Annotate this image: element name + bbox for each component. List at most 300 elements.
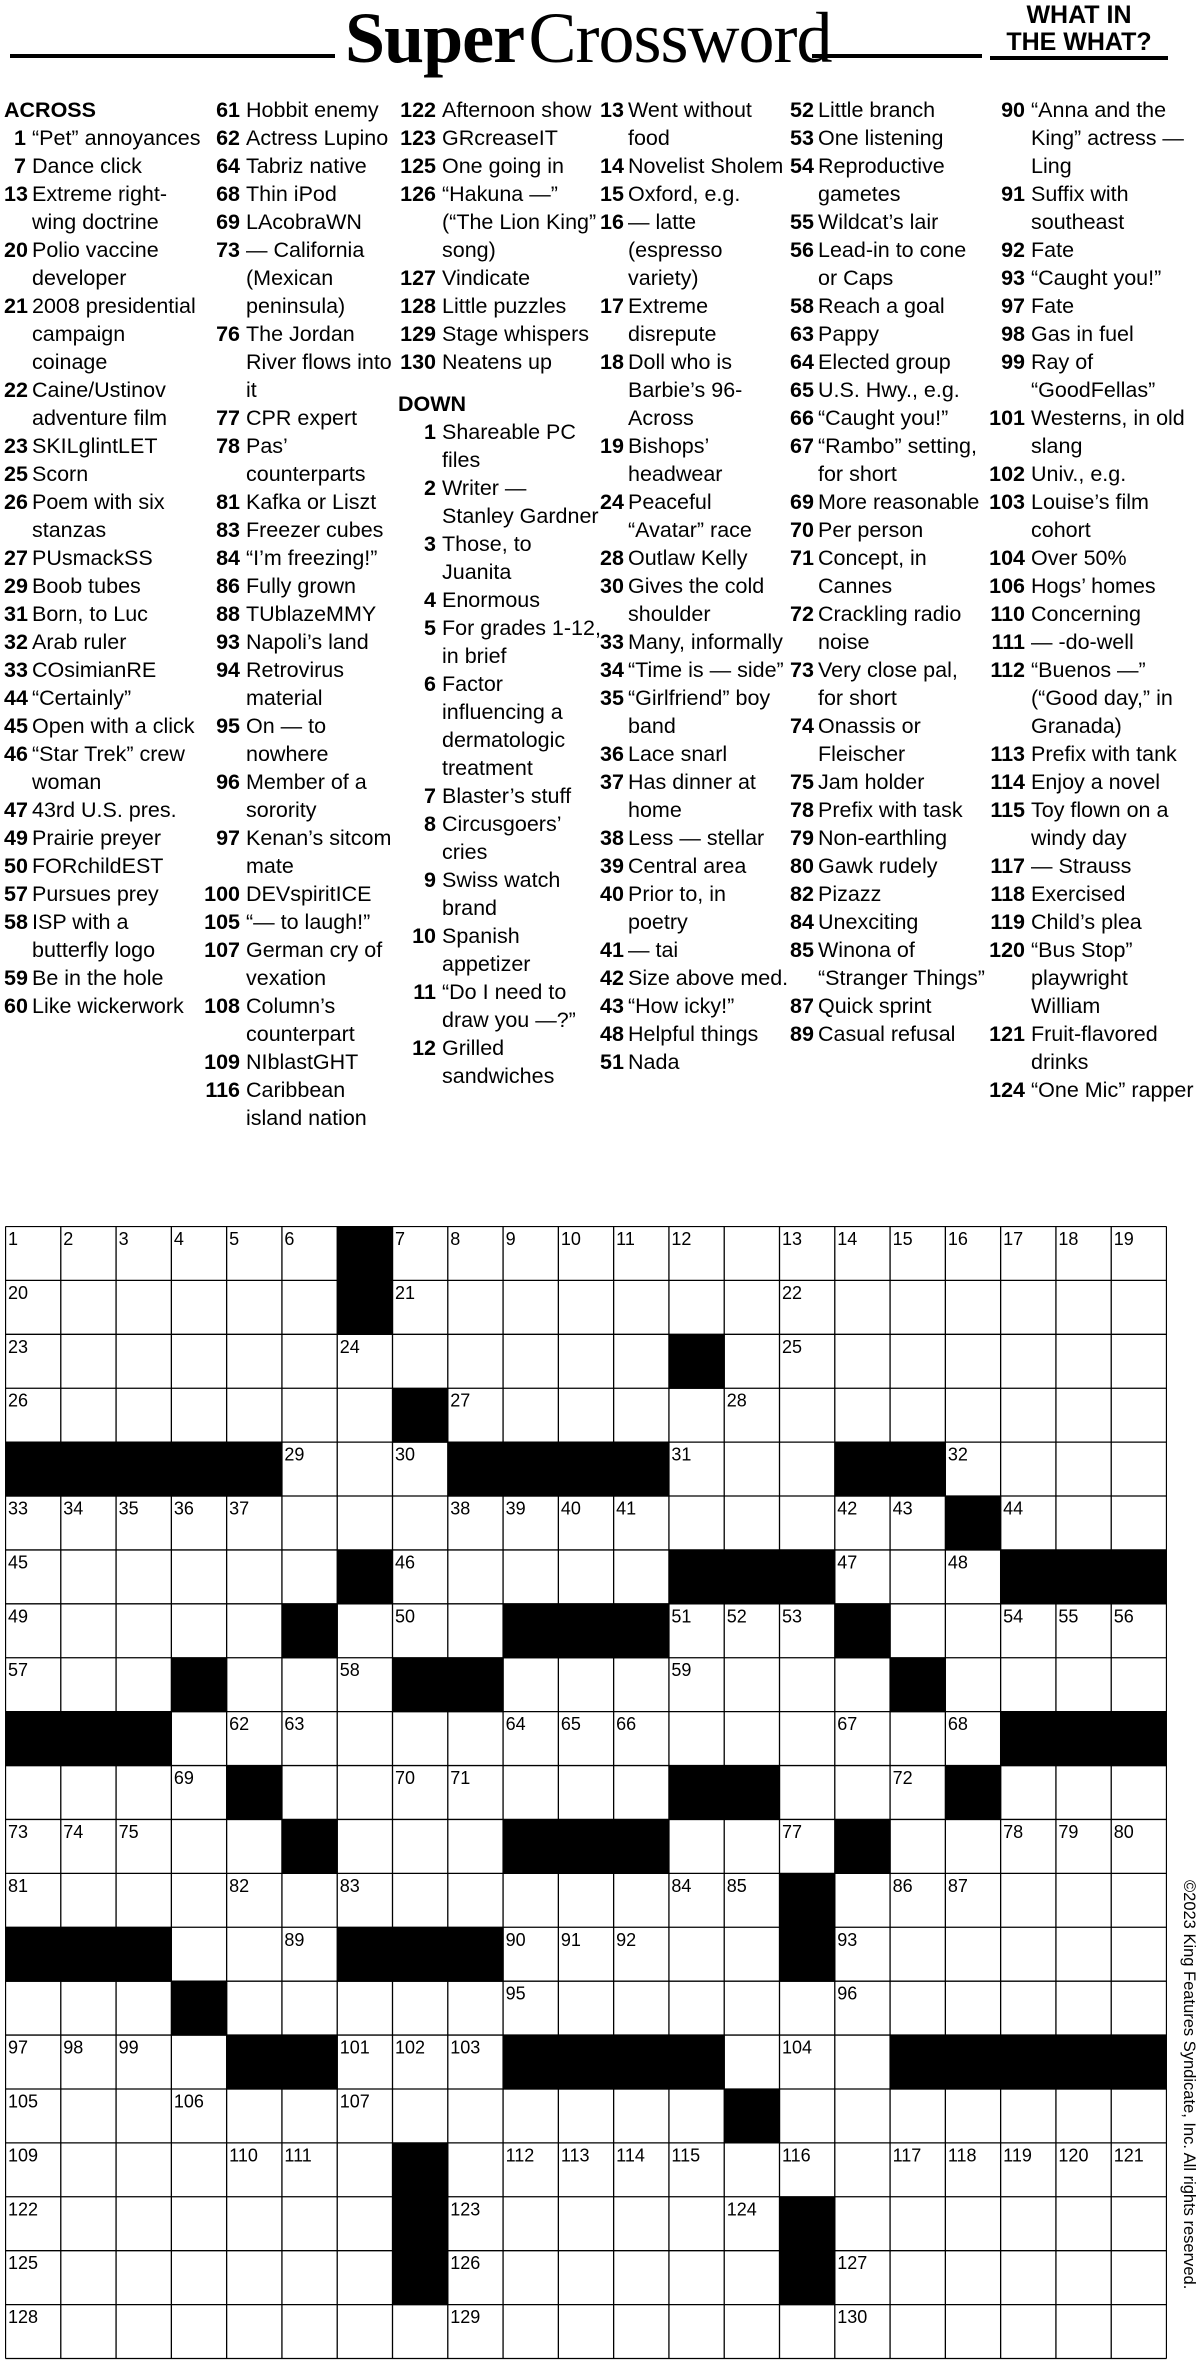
- down-clue: [790, 124, 985, 152]
- across-clue: [200, 124, 400, 152]
- across-clue: [200, 656, 400, 712]
- down-clue: [985, 320, 1200, 348]
- clue-number: 3: [424, 532, 436, 556]
- clue-text: “Do I need to draw you —?”: [442, 980, 576, 1032]
- clue-text: Little puzzles: [442, 294, 567, 318]
- crossword-grid: [5, 1226, 1167, 2360]
- down-clue: [600, 544, 790, 572]
- clue-text: — -do-well: [1031, 630, 1134, 654]
- cell-number: 6: [284, 1229, 295, 1249]
- clue-text: Shareable PC files: [442, 420, 576, 472]
- across-clue: [4, 488, 204, 544]
- black-square: [393, 1388, 449, 1443]
- clue-number: 117: [990, 854, 1025, 878]
- clue-number: 111: [991, 630, 1025, 654]
- across-clue: [4, 908, 204, 964]
- clue-text: Extreme right-wing doctrine: [32, 182, 168, 234]
- down-clue: [985, 1076, 1200, 1104]
- across-clue: [200, 544, 400, 572]
- clue-number: 100: [204, 882, 240, 906]
- cell-number: 18: [1058, 1229, 1079, 1249]
- down-clue: [790, 516, 985, 544]
- cell-number: 104: [782, 2037, 813, 2058]
- cell-number: 87: [947, 1875, 968, 1896]
- down-clue: [985, 544, 1200, 572]
- clue-text: Spanish appetizer: [442, 924, 531, 976]
- black-square: [1111, 1550, 1167, 1605]
- cell-number: 12: [671, 1229, 692, 1249]
- clue-number: 56: [790, 238, 814, 262]
- cell-number: 19: [1113, 1229, 1134, 1249]
- clue-number: 107: [204, 938, 240, 962]
- cell-number: 110: [229, 2145, 258, 2166]
- across-clue: [4, 712, 204, 740]
- down-clue: [790, 348, 985, 376]
- cell-number: 57: [8, 1660, 29, 1681]
- down-clue: [790, 768, 985, 796]
- down-clue: [790, 600, 985, 656]
- down-clue: [790, 152, 985, 208]
- clue-text: The Jordan River flows into it: [246, 322, 392, 402]
- cell-number: 21: [395, 1282, 416, 1303]
- black-square: [448, 1442, 504, 1497]
- clue-number: 99: [1001, 350, 1025, 374]
- across-clue: [4, 432, 204, 460]
- clue-number: 96: [216, 770, 240, 794]
- cell-number: 77: [782, 1821, 803, 1842]
- black-square: [669, 1766, 725, 1821]
- across-clue: [200, 1048, 400, 1076]
- theme-line-2: THE WHAT?: [1006, 28, 1152, 56]
- cell-number: 101: [339, 2037, 370, 2058]
- cell-number: 84: [671, 1875, 692, 1896]
- black-square: [780, 1927, 836, 1982]
- down-clue: [600, 1020, 790, 1048]
- black-square: [1001, 1712, 1057, 1767]
- header-rule-right: [812, 54, 982, 58]
- clue-text: Pas’ counterparts: [246, 434, 366, 486]
- clue-text: More reasonable: [818, 490, 980, 514]
- across-clue: [4, 880, 204, 908]
- down-clue: [985, 572, 1200, 600]
- across-clue: [4, 796, 204, 824]
- down-clue: [600, 96, 790, 152]
- black-square: [393, 2251, 449, 2306]
- cell-number: 106: [173, 2091, 204, 2112]
- black-square: [614, 1819, 670, 1874]
- black-square: [945, 1766, 1001, 1821]
- clue-number: 76: [216, 322, 240, 346]
- clue-text: Lead-in to cone or Caps: [818, 238, 967, 290]
- clue-number: 87: [790, 994, 814, 1018]
- clue-text: PUsmackSS: [32, 546, 153, 570]
- across-clue: [4, 572, 204, 600]
- black-square: [337, 1550, 393, 1605]
- clue-text: Arab ruler: [32, 630, 127, 654]
- black-square: [1056, 1712, 1112, 1767]
- clue-number: 113: [990, 742, 1025, 766]
- across-clue: [200, 180, 400, 208]
- black-square: [282, 1604, 338, 1659]
- clue-number: 74: [790, 714, 814, 738]
- clue-number: 43: [600, 994, 624, 1018]
- down-clue: [600, 180, 790, 208]
- cell-number: 32: [947, 1444, 968, 1465]
- black-square: [503, 1442, 559, 1497]
- clue-number: 79: [790, 826, 814, 850]
- clue-text: For grades 1-12, in brief: [442, 616, 601, 668]
- cell-number: 29: [284, 1444, 305, 1465]
- clue-number: 118: [990, 882, 1025, 906]
- down-clue: [790, 208, 985, 236]
- clue-text: Fate: [1031, 238, 1075, 262]
- down-clue: [600, 152, 790, 180]
- clue-text: COsimianRE: [32, 658, 157, 682]
- down-clue: [398, 1034, 603, 1090]
- clue-number: 119: [990, 910, 1025, 934]
- down-clue: [790, 488, 985, 516]
- clue-number: 69: [216, 210, 240, 234]
- clue-number: 65: [790, 378, 814, 402]
- cell-number: 105: [8, 2091, 39, 2112]
- across-clue: [200, 432, 400, 488]
- cell-number: 26: [8, 1390, 29, 1411]
- clue-text: One listening: [818, 126, 944, 150]
- clue-number: 4: [424, 588, 436, 612]
- clue-number: 18: [600, 350, 624, 374]
- clue-text: Factor influencing a dermatologic treatment: [442, 672, 566, 780]
- down-clue: [398, 922, 603, 978]
- cell-number: 109: [8, 2145, 39, 2166]
- down-clue: [600, 880, 790, 936]
- clue-number: 90: [1001, 98, 1025, 122]
- clue-text: Westerns, in old slang: [1031, 406, 1185, 458]
- cell-number: 95: [505, 1983, 526, 2004]
- cell-number: 55: [1058, 1606, 1079, 1627]
- across-clue: [200, 320, 400, 404]
- clue-text: “Caught you!”: [1031, 266, 1162, 290]
- clue-text: Ray of “GoodFellas”: [1031, 350, 1156, 402]
- cell-number: 88: [8, 1929, 29, 1950]
- black-square: [337, 1280, 393, 1335]
- clue-number: 49: [4, 826, 28, 850]
- down-clue: [790, 96, 985, 124]
- clue-number: 104: [989, 546, 1025, 570]
- clue-number: 112: [990, 658, 1025, 682]
- clue-number: 19: [600, 434, 624, 458]
- clue-text: Pursues prey: [32, 882, 159, 906]
- black-square: [61, 1712, 117, 1767]
- across-clue: [4, 740, 204, 796]
- cell-number: 74: [63, 1821, 84, 1842]
- clue-number: 73: [216, 238, 240, 262]
- cell-number: 50: [395, 1606, 416, 1627]
- down-clue: [600, 740, 790, 768]
- clue-number: 36: [600, 742, 624, 766]
- cell-number: 81: [8, 1875, 29, 1896]
- across-clue: [4, 376, 204, 432]
- down-clue: [985, 656, 1200, 740]
- clue-text: Member of a sorority: [246, 770, 367, 822]
- clue-number: 61: [216, 98, 240, 122]
- clue-text: Prior to, in poetry: [628, 882, 726, 934]
- cell-number: 121: [1113, 2145, 1144, 2166]
- clue-number: 114: [990, 770, 1025, 794]
- black-square: [393, 2143, 449, 2198]
- clue-column: [790, 96, 985, 1048]
- clue-number: 69: [790, 490, 814, 514]
- clue-text: Extreme disrepute: [628, 294, 717, 346]
- clue-number: 30: [600, 574, 624, 598]
- clue-text: Retrovirus material: [246, 658, 344, 710]
- cell-number: 42: [837, 1498, 858, 1519]
- cell-number: 82: [229, 1875, 250, 1896]
- clue-number: 78: [216, 434, 240, 458]
- across-clue: [398, 180, 603, 264]
- cell-number: 130: [837, 2307, 868, 2328]
- cell-number: 8: [450, 1229, 461, 1249]
- cell-number: 11: [616, 1229, 635, 1249]
- clue-column: [600, 96, 790, 1076]
- down-clue: [398, 978, 603, 1034]
- clue-text: Kenan’s sitcom mate: [246, 826, 392, 878]
- cell-number: 34: [63, 1498, 84, 1519]
- clue-text: Suffix with southeast: [1031, 182, 1129, 234]
- clue-text: “Certainly”: [32, 686, 132, 710]
- cell-number: 35: [118, 1498, 139, 1519]
- clue-text: Has dinner at home: [628, 770, 756, 822]
- cell-number: 112: [505, 2145, 535, 2166]
- down-clue: [790, 432, 985, 488]
- down-clue: [600, 684, 790, 740]
- clue-number: 51: [600, 1050, 624, 1074]
- black-square: [669, 1550, 725, 1605]
- clue-number: 81: [216, 490, 240, 514]
- cell-number: 3: [118, 1229, 129, 1249]
- clue-text: Prefix with tank: [1031, 742, 1177, 766]
- clue-text: Casual refusal: [818, 1022, 956, 1046]
- clue-text: Those, to Juanita: [442, 532, 532, 584]
- clue-number: 5: [424, 616, 436, 640]
- clue-number: 122: [400, 98, 436, 122]
- clue-number: 92: [1001, 238, 1025, 262]
- black-square: [1111, 2035, 1167, 2090]
- clue-number: 35: [600, 686, 624, 710]
- clue-text: Outlaw Kelly: [628, 546, 748, 570]
- clue-text: Born, to Luc: [32, 602, 148, 626]
- clue-number: 12: [412, 1036, 436, 1060]
- down-heading: DOWN: [398, 392, 467, 416]
- clue-text: “Bus Stop” playwright William: [1031, 938, 1133, 1018]
- down-clue: [600, 656, 790, 684]
- clue-text: ISP with a butterfly logo: [32, 910, 156, 962]
- clue-number: 84: [216, 546, 240, 570]
- clue-number: 42: [600, 966, 624, 990]
- black-square: [116, 1927, 172, 1982]
- down-clue: [600, 768, 790, 824]
- clue-text: Jam holder: [818, 770, 925, 794]
- black-square: [116, 1442, 172, 1497]
- black-square: [945, 2035, 1001, 2090]
- clue-text: Dance click: [32, 154, 142, 178]
- clue-text: Fruit-flavored drinks: [1031, 1022, 1158, 1074]
- clue-column: [985, 96, 1200, 1104]
- clue-text: — latte (espresso variety): [628, 210, 723, 290]
- down-clue: [600, 1048, 790, 1076]
- clue-number: 21: [4, 294, 28, 318]
- clue-number: 39: [600, 854, 624, 878]
- clue-text: Peaceful “Avatar” race: [628, 490, 752, 542]
- clue-number: 64: [216, 154, 240, 178]
- clue-text: “Time is — side”: [628, 658, 784, 682]
- clue-text: Louise’s film cohort: [1031, 490, 1149, 542]
- down-clue: [790, 992, 985, 1020]
- black-square: [393, 1927, 449, 1982]
- clue-number: 77: [216, 406, 240, 430]
- black-square: [945, 1496, 1001, 1551]
- cell-number: 1: [8, 1229, 19, 1249]
- cell-number: 90: [505, 1929, 526, 1950]
- clue-number: 93: [216, 630, 240, 654]
- clue-text: Circusgoers’ cries: [442, 812, 561, 864]
- clue-number: 57: [4, 882, 28, 906]
- black-square: [614, 1604, 670, 1659]
- clue-number: 102: [989, 462, 1025, 486]
- clue-number: 60: [4, 994, 28, 1018]
- clue-number: 80: [790, 854, 814, 878]
- clue-number: 54: [790, 154, 814, 178]
- clue-column: [4, 96, 204, 1020]
- clue-text: Unexciting: [818, 910, 919, 934]
- clue-text: Tabriz native: [246, 154, 367, 178]
- cell-number: 16: [947, 1229, 968, 1249]
- clue-text: Poem with six stanzas: [32, 490, 165, 542]
- cell-number: 13: [782, 1229, 803, 1249]
- down-clue: [790, 712, 985, 768]
- across-clue: [4, 460, 204, 488]
- clue-text: Stage whispers: [442, 322, 589, 346]
- black-square: [835, 1819, 891, 1874]
- across-clue: [4, 656, 204, 684]
- across-clue: [4, 824, 204, 852]
- clue-text: “I’m freezing!”: [246, 546, 378, 570]
- clue-text: Prefix with task: [818, 798, 963, 822]
- clue-number: 75: [790, 770, 814, 794]
- down-clue: [398, 586, 603, 614]
- across-heading: ACROSS: [4, 98, 96, 122]
- cell-number: 28: [726, 1390, 747, 1411]
- clue-text: Very close pal, for short: [818, 658, 958, 710]
- clue-text: Pappy: [818, 322, 879, 346]
- across-clue: [200, 712, 400, 768]
- down-clue: [985, 96, 1200, 180]
- clue-number: 105: [204, 910, 240, 934]
- clue-text: Nada: [628, 1050, 680, 1074]
- down-clue: [790, 320, 985, 348]
- header-rule-left: [10, 54, 335, 58]
- clue-number: 52: [790, 98, 814, 122]
- down-clue: [398, 614, 603, 670]
- clue-text: Exercised: [1031, 882, 1126, 906]
- clue-number: 89: [790, 1022, 814, 1046]
- cell-number: 127: [837, 2253, 868, 2274]
- cell-number: 94: [173, 1983, 194, 2004]
- clue-number: 13: [600, 98, 624, 122]
- across-clue: [200, 992, 400, 1048]
- clue-text: Polio vaccine developer: [32, 238, 159, 290]
- down-clue: [398, 530, 603, 586]
- cell-number: 61: [8, 1714, 29, 1735]
- down-clue: [985, 796, 1200, 852]
- across-clue: [398, 152, 603, 180]
- cell-number: 116: [782, 2145, 811, 2166]
- clue-text: Concept, in Cannes: [818, 546, 927, 598]
- black-square: [227, 1766, 283, 1821]
- clue-text: SKILglintLET: [32, 434, 158, 458]
- down-clue: [790, 544, 985, 600]
- cell-number: 25: [782, 1336, 803, 1357]
- clue-number: 28: [600, 546, 624, 570]
- cell-number: 22: [782, 1282, 803, 1303]
- clue-number: 13: [4, 182, 28, 206]
- black-square: [890, 2035, 946, 2090]
- clue-number: 10: [412, 924, 436, 948]
- cell-number: 27: [450, 1390, 471, 1411]
- cell-number: 76: [284, 1821, 305, 1842]
- cell-number: 103: [450, 2037, 481, 2058]
- clue-number: 73: [790, 658, 814, 682]
- cell-number: 20: [8, 1282, 29, 1303]
- clue-text: Kafka or Liszt: [246, 490, 377, 514]
- clue-text: Bishops’ headwear: [628, 434, 723, 486]
- clue-text: Lace snarl: [628, 742, 728, 766]
- clue-text: — Strauss: [1031, 854, 1132, 878]
- clue-number: 16: [600, 210, 624, 234]
- clue-text: Concerning: [1031, 602, 1141, 626]
- cell-number: 79: [1058, 1821, 1079, 1842]
- clue-number: 32: [4, 630, 28, 654]
- clue-number: 94: [216, 658, 240, 682]
- clue-number: 64: [790, 350, 814, 374]
- clue-number: 116: [205, 1078, 240, 1102]
- clue-text: — California (Mexican peninsula): [246, 238, 365, 318]
- cell-number: 73: [8, 1821, 29, 1842]
- down-clue: [985, 488, 1200, 544]
- clue-number: 101: [989, 406, 1025, 430]
- clue-text: “One Mic” rapper: [1031, 1078, 1194, 1102]
- cell-number: 24: [339, 1336, 360, 1357]
- black-square: [1001, 2035, 1057, 2090]
- down-clue: [600, 824, 790, 852]
- across-clue: [200, 572, 400, 600]
- cell-number: 122: [8, 2199, 39, 2220]
- cell-number: 38: [450, 1498, 471, 1519]
- cell-number: 72: [892, 1768, 913, 1789]
- down-clue: [985, 348, 1200, 404]
- black-square: [835, 1604, 891, 1659]
- clue-text: Actress Lupino: [246, 126, 389, 150]
- clue-text: Univ., e.g.: [1031, 462, 1127, 486]
- clue-text: Be in the hole: [32, 966, 164, 990]
- cell-number: 80: [1113, 1821, 1134, 1842]
- clue-number: 97: [216, 826, 240, 850]
- cell-number: 129: [450, 2307, 481, 2328]
- across-clue: [398, 292, 603, 320]
- clue-text: Novelist Sholem: [628, 154, 784, 178]
- puzzle-theme: [990, 2, 1168, 56]
- clue-text: Gas in fuel: [1031, 322, 1134, 346]
- clue-number: 63: [790, 322, 814, 346]
